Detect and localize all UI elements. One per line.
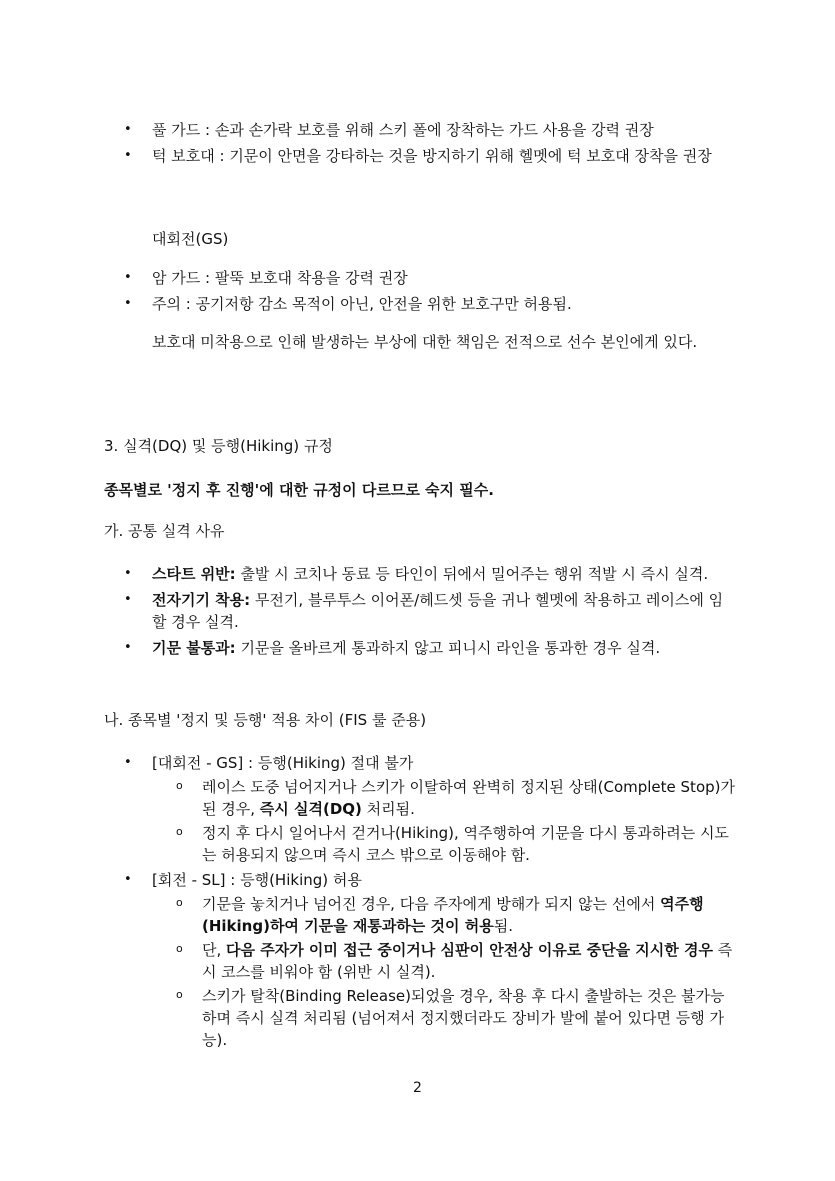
list-item (0, 893, 735, 937)
equipment-list-2 (0, 267, 835, 319)
list-item (0, 637, 835, 659)
rule-text: 단, (202, 941, 227, 959)
common-dq-list (0, 563, 835, 663)
list-item (0, 776, 735, 820)
item-title: 전자기기 착용: (152, 591, 251, 609)
sl-rule-heading: [회전 - SL] : 등행(Hiking) 허용 (152, 871, 362, 889)
rule-text: 즉시 코스를 비워야 함 (위반 시 실격). (202, 941, 733, 981)
list-item: • 턱 보호대 : 기문이 안면을 강타하는 것을 방지하기 위해 헬멧에 턱 보호대 장착을 권장 (0, 145, 835, 167)
rule-emphasis: 다음 주자가 이미 접근 중이거나 심판이 안전상 이유로 중단을 지시한 경우 (226, 941, 713, 959)
subheading-event: 나. 종목별 '정지 및 등행' 적용 차이 (FIS 룰 준용) (104, 711, 427, 729)
responsibility-note: 보호대 미착용으로 인해 발생하는 부상에 대한 책임은 전적으로 선수 본인에게 있다. (152, 333, 698, 351)
rule-emphasis: 역주행(Hiking)하여 기문을 재통과하는 것이 허용 (202, 895, 704, 935)
rule-text: 레이스 도중 넘어지거나 스키가 이탈하여 완벽히 정지된 상태(Complete Stop)가 된 경우, (202, 778, 735, 818)
list-item (0, 985, 735, 1051)
item-text: 무전기, 블루투스 이어폰/헤드셋 등을 귀나 헬멧에 착용하고 레이스에 임할 경우 실격. (152, 591, 724, 631)
list-item: • 주의 : 공기저항 감소 목적이 아닌, 안전을 위한 보호구만 허용됨. (0, 293, 835, 315)
rule-emphasis: 즉시 실격(DQ) (259, 800, 362, 818)
list-item (0, 563, 835, 585)
gs-label: 대회전(GS) (152, 230, 229, 248)
list-item (0, 589, 835, 633)
gs-rules (152, 776, 735, 866)
subheading-common: 가. 공통 실격 사유 (104, 522, 225, 540)
equipment-list-1 (0, 119, 835, 171)
item-text: 출발 시 코치나 동료 등 타인이 뒤에서 밀어주는 행위 적발 시 즉시 실격. (235, 565, 709, 583)
section-heading: 3. 실격(DQ) 및 등행(Hiking) 규정 (104, 437, 333, 455)
item-text: 기문을 올바르게 통과하지 않고 피니시 라인을 통과한 경우 실격. (235, 639, 661, 657)
list-item-sl (0, 869, 835, 1051)
list-item: • 암 가드 : 팔뚝 보호대 착용을 강력 권장 (0, 267, 835, 289)
item-title: 스타트 위반: (152, 565, 236, 583)
gs-rule-heading: [대회전 - GS] : 등행(Hiking) 절대 불가 (152, 754, 414, 772)
sl-rules (152, 893, 735, 1051)
list-item (0, 822, 735, 866)
intro-text: 종목별로 '정지 후 진행'에 대한 규정이 다르므로 숙지 필수. (104, 481, 494, 499)
list-item: • 풀 가드 : 손과 손가락 보호를 위해 스키 폴에 장착하는 가드 사용을 강력 권장 (0, 119, 835, 141)
rule-text: 스키가 탈착(Binding Release)되었을 경우, 착용 후 다시 출발하는 것은 불가능하며 즉시 실격 처리됨 (넘어져서 정지했더라도 장비가 발에 붙어 있다면 등행 가능). (202, 987, 725, 1049)
event-rules-list (0, 752, 835, 1054)
rule-text: 됨. (493, 917, 513, 935)
rule-text: 처리됨. (361, 800, 415, 818)
rule-text: 정지 후 다시 일어나서 걷거나(Hiking), 역주행하여 기문을 다시 통과하려는 시도는 허용되지 않으며 즉시 코스 밖으로 이동해야 함. (202, 824, 729, 864)
rule-text: 기문을 놓치거나 넘어진 경우, 다음 주자에게 방해가 되지 않는 선에서 (202, 895, 661, 913)
list-item (0, 939, 735, 983)
item-title: 기문 불통과: (152, 639, 236, 657)
page-number: 2 (413, 1080, 422, 1096)
list-item-gs (0, 752, 835, 866)
